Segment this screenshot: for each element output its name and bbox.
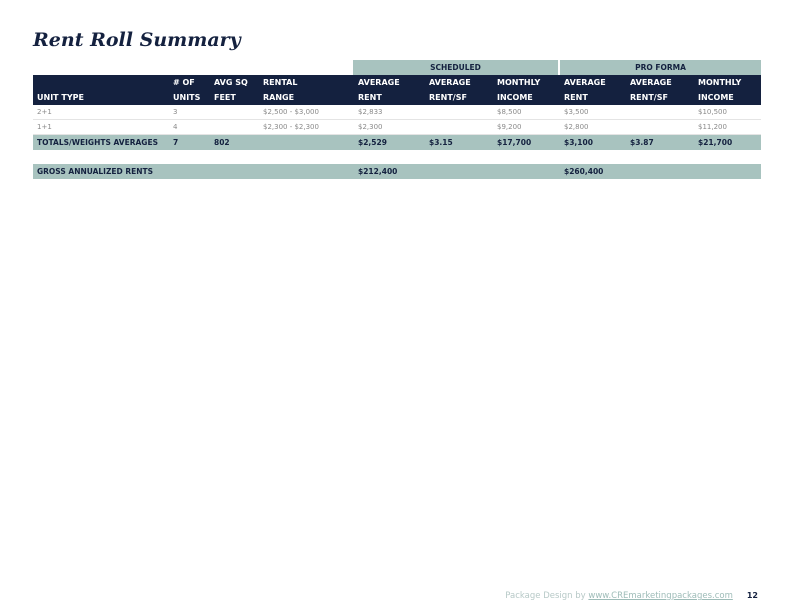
cell-pf-avg-rent-sf: $3.87 xyxy=(630,138,654,147)
cell-pf-monthly-income: $10,500 xyxy=(698,108,727,116)
footer-link[interactable]: www.CREmarketingpackages.com xyxy=(588,591,733,601)
header-pf-avg-rent-line1: AVERAGE xyxy=(564,78,606,87)
header-rental-range-line1: RENTAL xyxy=(263,78,298,87)
cell-sched-avg-rent: $2,300 xyxy=(358,123,383,131)
column-header-row xyxy=(33,75,761,105)
cell-sched-avg-rent-sf: $3.15 xyxy=(429,138,453,147)
header-sched-avg-rent-sf-line1: AVERAGE xyxy=(429,78,471,87)
header-pf-avg-rent-sf-line1: AVERAGE xyxy=(630,78,672,87)
cell-sched-monthly-income: $8,500 xyxy=(497,108,522,116)
totals-row xyxy=(33,135,761,150)
cell-avg-sq-feet: 802 xyxy=(214,138,230,147)
header-sched-avg-rent-line2: RENT xyxy=(358,93,382,102)
cell-sched-avg-rent: $212,400 xyxy=(358,167,398,176)
header-sched-monthly-income-line1: MONTHLY xyxy=(497,78,541,87)
header-pf-avg-rent-line2: RENT xyxy=(564,93,588,102)
cell-sched-monthly-income: $17,700 xyxy=(497,138,532,147)
footer xyxy=(505,591,758,601)
group-pro-forma: PRO FORMA xyxy=(560,60,761,75)
gross-annualized-row xyxy=(33,164,761,179)
rent-roll-table xyxy=(33,60,761,179)
cell-rental-range: $2,300 - $2,300 xyxy=(263,123,319,131)
spacer xyxy=(33,150,761,164)
header-unit-type-line2: UNIT TYPE xyxy=(37,93,84,102)
header-pf-monthly-income-line1: MONTHLY xyxy=(698,78,742,87)
page-title: Rent Roll Summary xyxy=(33,29,241,51)
header-units-line2: UNITS xyxy=(173,93,201,102)
header-sched-avg-rent-sf-line2: RENT/SF xyxy=(429,93,467,102)
cell-rental-range: $2,500 - $3,000 xyxy=(263,108,319,116)
cell-pf-avg-rent: $2,800 xyxy=(564,123,589,131)
header-avg-sq-feet-line1: AVG SQ xyxy=(214,78,248,87)
cell-sched-avg-rent: $2,529 xyxy=(358,138,387,147)
footer-credit: Package Design by xyxy=(505,591,589,601)
cell-units: 4 xyxy=(173,123,178,131)
page-number: 12 xyxy=(746,591,758,600)
header-sched-avg-rent-line1: AVERAGE xyxy=(358,78,400,87)
cell-pf-avg-rent: $260,400 xyxy=(564,167,604,176)
cell-pf-avg-rent: $3,500 xyxy=(564,108,589,116)
cell-units: 3 xyxy=(173,108,178,116)
cell-pf-monthly-income: $21,700 xyxy=(698,138,733,147)
cell-sched-monthly-income: $9,200 xyxy=(497,123,522,131)
cell-unit-type: 1+1 xyxy=(37,123,52,131)
header-pf-avg-rent-sf-line2: RENT/SF xyxy=(630,93,668,102)
table-row xyxy=(33,105,761,120)
cell-sched-avg-rent: $2,833 xyxy=(358,108,383,116)
cell-unit-type: GROSS ANNUALIZED RENTS xyxy=(37,167,154,176)
header-units-line1: # OF xyxy=(173,78,195,87)
cell-pf-avg-rent: $3,100 xyxy=(564,138,593,147)
cell-unit-type: 2+1 xyxy=(37,108,52,116)
group-scheduled: SCHEDULED xyxy=(353,60,558,75)
cell-unit-type: TOTALS/WEIGHTS AVERAGES xyxy=(37,138,158,147)
group-header-row xyxy=(33,60,761,75)
cell-pf-monthly-income: $11,200 xyxy=(698,123,727,131)
table-body xyxy=(33,105,761,135)
cell-units: 7 xyxy=(173,138,179,147)
header-sched-monthly-income-line2: INCOME xyxy=(497,93,533,102)
header-pf-monthly-income-line2: INCOME xyxy=(698,93,734,102)
header-rental-range-line2: RANGE xyxy=(263,93,295,102)
table-row xyxy=(33,120,761,135)
header-avg-sq-feet-line2: FEET xyxy=(214,93,236,102)
